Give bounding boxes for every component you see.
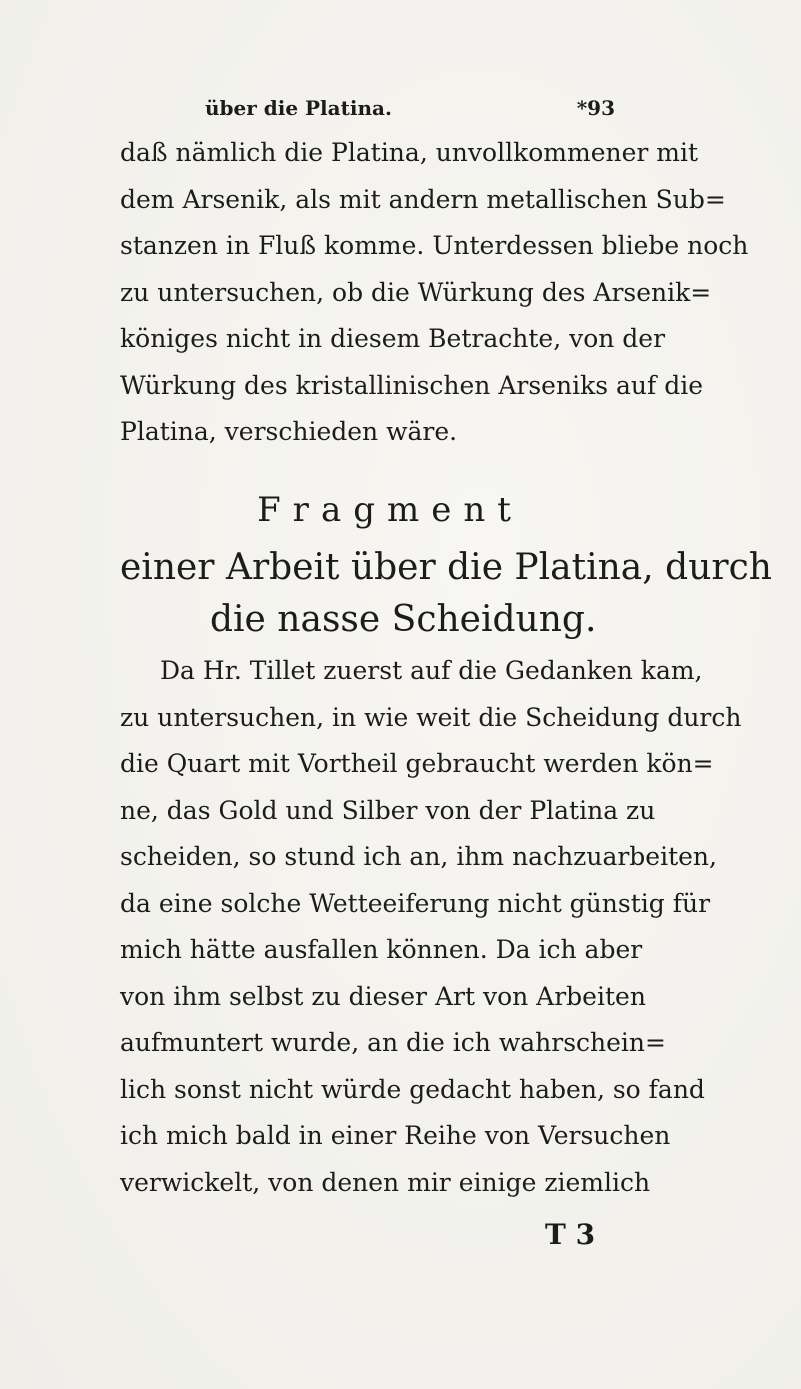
text-line: aufmuntert wurde, an die ich wahrschein= bbox=[120, 1028, 666, 1057]
section-subheading bbox=[120, 542, 772, 646]
page-number: *93 bbox=[576, 96, 615, 120]
text-line: ne, das Gold und Silber von der Platina zu bbox=[120, 795, 656, 825]
text-line: zu untersuchen, in wie weit die Scheidung durch bbox=[120, 702, 742, 732]
text-line: lich sonst nicht würde gedacht haben, so fand bbox=[120, 1074, 705, 1104]
signature-mark: T 3 bbox=[545, 1218, 596, 1251]
paragraph-2 bbox=[120, 648, 742, 1206]
text-line: königes nicht in diesem Betrachte, von der bbox=[120, 324, 666, 353]
text-line: scheiden, so stund ich an, ihm nachzuarbeiten, bbox=[120, 842, 717, 871]
text-line: mich hätte ausfallen können. Da ich aber bbox=[120, 935, 643, 964]
subheading-line: einer Arbeit über die Platina, durch bbox=[120, 547, 772, 588]
paragraph-1 bbox=[120, 130, 749, 456]
text-line: von ihm selbst zu dieser Art von Arbeiten bbox=[120, 981, 646, 1011]
text-line: daß nämlich die Platina, unvollkommener mit bbox=[120, 138, 699, 167]
section-heading: Fragment bbox=[257, 490, 523, 530]
text-line: zu untersuchen, ob die Würkung des Arsenik= bbox=[120, 277, 712, 307]
text-line: Da Hr. Tillet zuerst auf die Gedanken kam, bbox=[160, 656, 703, 685]
text-line: ich mich bald in einer Reihe von Versuchen bbox=[120, 1121, 671, 1150]
text-line: dem Arsenik, als mit andern metallischen Sub= bbox=[120, 184, 726, 214]
text-line: da eine solche Wetteeiferung nicht günstig für bbox=[120, 888, 711, 918]
text-line: die Quart mit Vortheil gebraucht werden kön= bbox=[120, 749, 714, 778]
text-line: stanzen in Fluß komme. Unterdessen bliebe noch bbox=[120, 231, 749, 260]
text-line: Würkung des kristallinischen Arseniks auf die bbox=[120, 370, 703, 400]
running-title: über die Platina. bbox=[205, 96, 392, 120]
text-line: Platina, verschieden wäre. bbox=[120, 417, 458, 446]
subheading-line: die nasse Scheidung. bbox=[210, 599, 597, 640]
text-line: verwickelt, von denen mir einige ziemlich bbox=[120, 1167, 651, 1197]
running-head bbox=[205, 96, 615, 130]
